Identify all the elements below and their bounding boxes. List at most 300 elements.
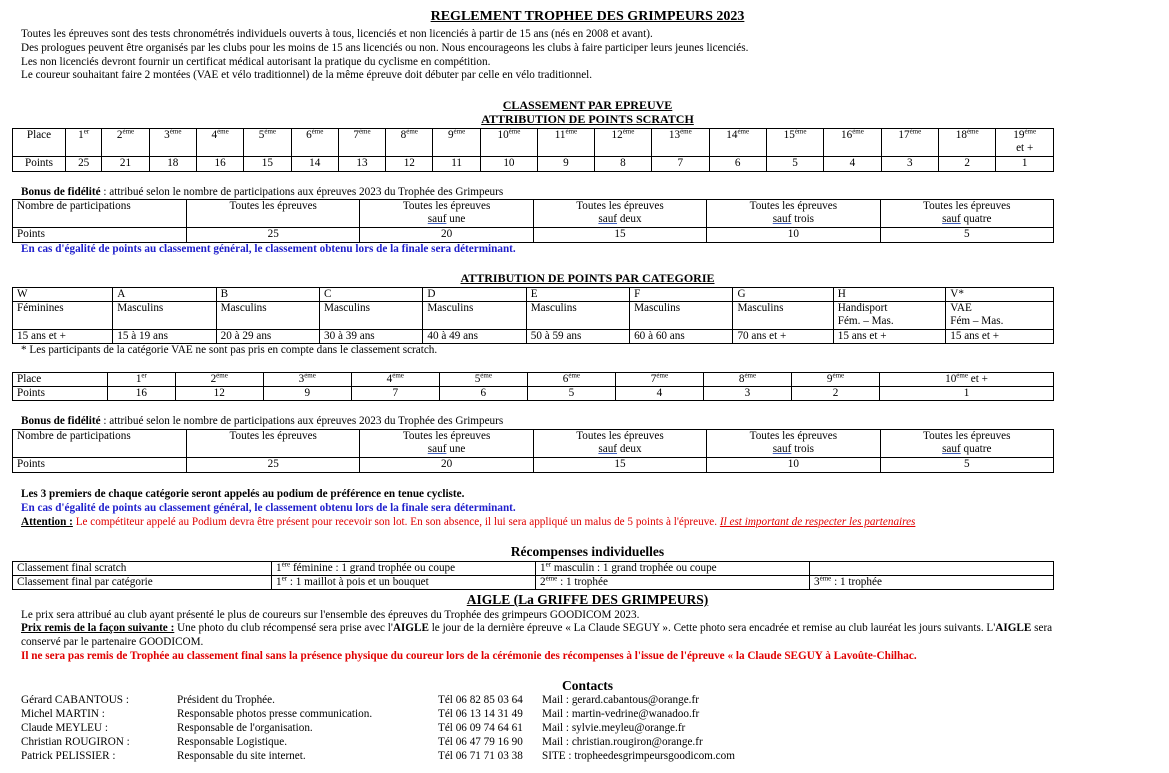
bonus-column-header xyxy=(707,430,880,458)
place-cell xyxy=(792,373,880,387)
bonus-points-cell: 25 xyxy=(187,458,360,473)
place-number: 13 xyxy=(668,129,681,141)
place-number: 19 xyxy=(1013,129,1025,141)
place-suffix: ème xyxy=(217,127,229,136)
category-age: 20 à 29 ans xyxy=(216,330,319,344)
points-cell: 6 xyxy=(439,387,527,401)
bonus-column-header xyxy=(533,200,706,228)
place-label: Place xyxy=(13,373,108,387)
category-desc xyxy=(216,302,319,330)
contacts-heading: Contacts xyxy=(562,678,613,693)
aigle-word: AIGLE xyxy=(995,622,1032,634)
category-desc-line1: Masculins xyxy=(530,302,577,314)
place-cell xyxy=(824,129,881,157)
contact-role: Responsable photos presse communication. xyxy=(177,708,373,720)
place-label: Place xyxy=(13,129,66,157)
recompense-cell xyxy=(272,562,536,576)
place-number: 8 xyxy=(400,129,407,141)
category-desc xyxy=(526,302,629,330)
aigle-line: Le prix sera attribué au club ayant présenté le plus de coureurs sur l'ensemble des épreuves du Trophée des grimpeurs GOODICOM 2023. xyxy=(21,609,640,621)
contact-name: Christian ROUGIRON : xyxy=(21,736,130,748)
rank-number: 1 xyxy=(276,562,282,574)
points-cell: 12 xyxy=(386,157,433,172)
place-number: 1 xyxy=(78,129,84,141)
aigle-red-note: Il ne sera pas remis de Trophée au classement final sans la présence physique du coureur lors de la cérémonie des récompenses à l'issue de l'épreuve « la Claude SEGUY à Lavoûte-Chilhac. xyxy=(21,650,917,662)
place-suffix: ème xyxy=(966,127,979,136)
category-code: F xyxy=(630,288,733,302)
category-desc xyxy=(113,302,216,330)
points-cell: 2 xyxy=(792,387,880,401)
bonus-header-line2: sauf deux xyxy=(598,213,642,225)
recompenses-table xyxy=(12,561,1054,590)
aigle-prix-text-c: sera xyxy=(1031,622,1053,634)
place-suffix: ème xyxy=(1024,127,1037,136)
contact-tel: Tél 06 47 79 16 90 xyxy=(438,736,523,748)
place-suffix: ème xyxy=(358,127,371,136)
bonus-points-cell: 5 xyxy=(880,458,1053,473)
points-cell: 18 xyxy=(149,157,196,172)
recompense-row xyxy=(13,562,1054,576)
bonus-column-header xyxy=(707,200,880,228)
points-cell: 25 xyxy=(66,157,102,172)
place-cell xyxy=(880,373,1054,387)
contact-mail: Mail : martin-vedrine@wanadoo.fr xyxy=(542,708,700,720)
category-age: 60 à 60 ans xyxy=(630,330,733,344)
category-age: 40 à 49 ans xyxy=(423,330,526,344)
place-suffix: ème xyxy=(304,371,316,380)
category-desc xyxy=(13,302,113,330)
attention-text: Le compétiteur appelé au Podium devra être présent pour recevoir son lot. En son absence, il lui sera appliqué un malus de 5 points à l'épreuve. xyxy=(72,516,720,528)
contact-name: Michel MARTIN : xyxy=(21,708,105,720)
points-cell: 3 xyxy=(703,387,791,401)
points-label: Points xyxy=(13,458,187,473)
category-age-row xyxy=(13,330,1054,344)
bonus-points-cell: 15 xyxy=(533,458,706,473)
place-number: 3 xyxy=(164,129,170,141)
bonus-column-header xyxy=(360,200,533,228)
place-cell xyxy=(263,373,351,387)
aigle-prix-text-b: le jour de la dernière épreuve « La Claude SEGUY ». Cette photo sera encadrée et remise au club lauréat les jours suivants. L' xyxy=(428,622,996,634)
category-desc-row xyxy=(13,302,1054,330)
page-title: REGLEMENT TROPHEE DES GRIMPEURS 2023 xyxy=(430,9,745,24)
category-desc-line1: Masculins xyxy=(427,302,474,314)
points-cell: 1 xyxy=(880,387,1054,401)
categorie-heading: ATTRIBUTION DE POINTS PAR CATEGORIE xyxy=(460,271,715,285)
contact-name: Gérard CABANTOUS : xyxy=(21,694,129,706)
place-cell xyxy=(102,129,149,157)
recompense-label: Classement final scratch xyxy=(13,562,272,576)
points-label: Points xyxy=(13,157,66,172)
points-cell: 12 xyxy=(175,387,263,401)
category-code: W xyxy=(13,288,113,302)
category-desc-line1: Masculins xyxy=(220,302,267,314)
bonus-header-line1: Toutes les épreuves xyxy=(923,200,1011,212)
points-cell: 2 xyxy=(939,157,996,172)
points-cell: 10 xyxy=(480,157,537,172)
category-desc xyxy=(630,302,733,330)
aigle-prix-text-a: Une photo du club récompensé sera prise avec l' xyxy=(174,622,393,634)
place-suffix: ème xyxy=(406,127,418,136)
category-desc xyxy=(833,302,946,330)
bonus-header-line2: sauf quatre xyxy=(942,213,992,225)
bonus-points-cell: 15 xyxy=(533,228,706,243)
bonus-label-text: : attribué selon le nombre de participations aux épreuves 2023 du Trophée des Grimpeurs xyxy=(100,186,504,198)
place-suffix: ème xyxy=(832,371,845,380)
bonus-label xyxy=(21,415,503,429)
place-number: 10 xyxy=(945,373,957,385)
rank-suffix: ère xyxy=(281,560,291,569)
place-suffix: ème xyxy=(744,371,757,380)
place-cell xyxy=(175,373,263,387)
category-age: 15 à 19 ans xyxy=(113,330,216,344)
place-suffix: ème xyxy=(568,371,581,380)
place-number: 2 xyxy=(210,373,217,385)
bonus-points-cell: 10 xyxy=(707,228,880,243)
category-age: 15 ans et + xyxy=(13,330,113,344)
contact-mail: Mail : sylvie.meyleu@orange.fr xyxy=(542,722,686,734)
rank-number: 3 xyxy=(814,576,820,588)
category-code: H xyxy=(833,288,946,302)
place-cell xyxy=(881,129,938,157)
place-number: 7 xyxy=(650,373,657,385)
contact-name: Patrick PELISSIER : xyxy=(21,750,116,762)
points-cell: 8 xyxy=(594,157,651,172)
bonus-header-line2: sauf une xyxy=(427,443,466,455)
category-code-row xyxy=(13,288,1054,302)
bonus-header-line2: sauf quatre xyxy=(942,443,992,455)
participations-label: Nombre de participations xyxy=(13,430,187,458)
place-number: 12 xyxy=(611,129,623,141)
points-cell: 13 xyxy=(338,157,385,172)
category-age: 15 ans et + xyxy=(833,330,946,344)
place-suffix: ème xyxy=(852,127,864,136)
points-cell: 4 xyxy=(824,157,881,172)
intro-line: Le coureur souhaitant faire 2 montées (VAE et vélo traditionnel) de la même épreuve doit débuter par celle en vélo traditionnel. xyxy=(21,69,593,81)
bonus-column-header xyxy=(360,430,533,458)
attention-label: Attention : xyxy=(21,516,73,528)
place-number: 6 xyxy=(562,373,569,385)
bonus-header-line2: sauf une xyxy=(427,213,466,225)
place-number: 18 xyxy=(955,129,967,141)
rank-suffix: ème xyxy=(545,574,558,583)
points-cell: 16 xyxy=(108,387,176,401)
category-points-table xyxy=(12,372,1054,401)
rank-suffix: er xyxy=(281,574,288,583)
bonus-column-header xyxy=(187,430,360,458)
recompense-cell xyxy=(536,576,810,590)
category-desc-line2: Fém. – Mas. xyxy=(837,315,894,327)
aigle-prix-line xyxy=(21,622,1052,636)
bonus-points-cell: 25 xyxy=(187,228,360,243)
recompense-cell xyxy=(272,576,536,590)
recompenses-heading: Récompenses individuelles xyxy=(510,544,665,559)
place-suffix: ème xyxy=(565,127,578,136)
points-cell: 5 xyxy=(527,387,615,401)
place-number: 8 xyxy=(738,373,745,385)
place-number: 9 xyxy=(447,129,454,141)
points-cell: 14 xyxy=(291,157,338,172)
intro-line: Des prologues peuvent être organisés par les clubs pour les moins de 15 ans licenciés ou non. Nous encourageons les clubs à faire participer leurs jeunes licenciés. xyxy=(21,42,749,54)
place-cell xyxy=(338,129,385,157)
place-number: 17 xyxy=(898,129,910,141)
place-cell xyxy=(480,129,537,157)
bonus-header-line1: Toutes les épreuves xyxy=(576,200,664,212)
bonus-header-line2: sauf trois xyxy=(772,443,815,455)
place-extra: et + xyxy=(967,373,988,385)
rank-number: 2 xyxy=(540,576,546,588)
aigle-line: conservé par le partenaire GOODICOM. xyxy=(21,636,204,648)
intro-line: Toutes les épreuves sont des tests chronométrés individuels ouverts à tous, licenciés et non licenciés à partir de 15 ans (nés en 2008 et avant). xyxy=(21,28,653,40)
bonus-header-line1: Toutes les épreuves xyxy=(229,430,317,442)
category-desc-line1: Masculins xyxy=(324,302,370,314)
points-cell: 3 xyxy=(881,157,938,172)
place-number: 3 xyxy=(298,373,305,385)
category-code: V* xyxy=(946,288,1054,302)
points-label: Points xyxy=(13,228,187,243)
place-number: 5 xyxy=(258,129,265,141)
place-number: 16 xyxy=(841,129,853,141)
category-desc-line1: VAE xyxy=(950,302,972,314)
aigle-word: AIGLE xyxy=(392,622,429,634)
points-cell: 1 xyxy=(996,157,1054,172)
bonus-header-line1: Toutes les épreuves xyxy=(923,430,1011,442)
place-suffix: ème xyxy=(737,127,750,136)
place-cell xyxy=(996,129,1054,157)
rank-text: masculin : 1 grand trophée ou coupe xyxy=(551,562,717,574)
recompense-cell xyxy=(810,576,1054,590)
bonus-header-line1: Toutes les épreuves xyxy=(749,430,838,442)
place-cell xyxy=(386,129,433,157)
place-suffix: ème xyxy=(264,127,277,136)
scratch-points-row xyxy=(13,157,1054,172)
category-code: A xyxy=(113,288,216,302)
place-suffix: ème xyxy=(909,127,922,136)
bonus-points-row xyxy=(13,458,1054,473)
categories-table xyxy=(12,287,1054,344)
points-cell: 11 xyxy=(433,157,480,172)
place-suffix: ème xyxy=(656,371,669,380)
place-cell xyxy=(939,129,996,157)
place-number: 7 xyxy=(353,129,359,141)
contact-tel: Tél 06 13 14 31 49 xyxy=(438,708,523,720)
points-cell: 15 xyxy=(244,157,291,172)
place-suffix: ème xyxy=(956,371,968,380)
place-suffix: er xyxy=(83,127,90,136)
rank-number: 1 xyxy=(276,576,282,588)
place-number: 4 xyxy=(386,373,393,385)
aigle-heading xyxy=(0,593,1169,607)
tie-note: En cas d'égalité de points au classement général, le classement obtenu lors de la finale sera déterminant. xyxy=(21,243,516,255)
contact-role: Président du Trophée. xyxy=(177,694,275,706)
points-cell: 7 xyxy=(652,157,709,172)
contact-mail: Mail : gerard.cabantous@orange.fr xyxy=(542,694,699,706)
bonus-head-row xyxy=(13,200,1054,228)
place-suffix: ème xyxy=(392,371,404,380)
contact-mail: SITE : tropheedesgrimpeursgoodicom.com xyxy=(542,750,735,762)
rank-text: : 1 trophée xyxy=(557,576,608,588)
place-number: 2 xyxy=(116,129,123,141)
place-cell xyxy=(766,129,823,157)
attention-italic: Il est important de respecter les partenaires xyxy=(719,516,916,528)
contact-role: Responsable du site internet. xyxy=(177,750,306,762)
participations-label: Nombre de participations xyxy=(13,200,187,228)
place-number: 6 xyxy=(306,129,312,141)
rank-suffix: er xyxy=(545,560,552,569)
bonus-header-line1: Toutes les épreuves xyxy=(749,200,838,212)
bonus-header-line1: Toutes les épreuves xyxy=(576,430,664,442)
place-number: 10 xyxy=(497,129,509,141)
category-age: 30 à 39 ans xyxy=(320,330,423,344)
aigle-prix-label: Prix remis de la façon suivante : xyxy=(21,622,175,634)
bonus-label-bold: Bonus de fidélité xyxy=(21,415,101,427)
intro-line: Les non licenciés devront fournir un certificat médical autorisant la pratique du cyclisme en compétition. xyxy=(21,56,491,68)
category-desc-line1: Masculins xyxy=(737,302,784,314)
points-label: Points xyxy=(13,387,108,401)
category-desc-line1: Masculins xyxy=(117,302,164,314)
bonus-column-header xyxy=(880,430,1053,458)
place-suffix: ème xyxy=(169,127,182,136)
place-number: 1 xyxy=(135,373,142,385)
bonus-label-bold: Bonus de fidélité xyxy=(21,186,101,198)
aigle-heading-text: AIGLE (La GRIFFE DES GRIMPEURS) xyxy=(466,592,709,607)
place-suffix: ème xyxy=(794,127,807,136)
place-cell xyxy=(615,373,703,387)
recompense-row xyxy=(13,576,1054,590)
contact-mail: Mail : christian.rougiron@orange.fr xyxy=(542,736,703,748)
category-desc xyxy=(320,302,423,330)
points-cell: 4 xyxy=(615,387,703,401)
recompense-label: Classement final par catégorie xyxy=(13,576,272,590)
place-cell xyxy=(291,129,338,157)
place-cell xyxy=(439,373,527,387)
place-cell xyxy=(538,129,595,157)
category-age: 15 ans et + xyxy=(946,330,1054,344)
category-age: 70 ans et + xyxy=(733,330,833,344)
category-place-row xyxy=(13,373,1054,387)
scratch-points-table xyxy=(12,128,1054,172)
place-cell xyxy=(703,373,791,387)
bonus-column-header xyxy=(187,200,360,228)
points-cell: 6 xyxy=(709,157,766,172)
bonus-points-cell: 5 xyxy=(880,228,1053,243)
points-cell: 9 xyxy=(538,157,595,172)
place-suffix: ème xyxy=(480,371,492,380)
bonus-column-header xyxy=(880,200,1053,228)
attention-note xyxy=(21,516,915,530)
place-cell xyxy=(66,129,102,157)
category-code: D xyxy=(423,288,526,302)
place-cell xyxy=(709,129,766,157)
place-cell xyxy=(652,129,709,157)
vae-note: * Les participants de la catégorie VAE ne sont pas pris en compte dans le classement scratch. xyxy=(21,344,438,356)
bonus-column-header xyxy=(533,430,706,458)
category-points-row xyxy=(13,387,1054,401)
place-number: 11 xyxy=(554,129,566,141)
bonus-points-row xyxy=(13,228,1054,243)
place-number: 4 xyxy=(211,129,218,141)
rank-text: : 1 maillot à pois et un bouquet xyxy=(287,576,429,588)
points-cell: 5 xyxy=(766,157,823,172)
place-suffix: er xyxy=(141,371,147,380)
podium-note: Les 3 premiers de chaque catégorie seront appelés au podium de préférence en tenue cycliste. xyxy=(21,488,465,500)
bonus-label-text: : attribué selon le nombre de participations aux épreuves 2023 du Trophée des Grimpeurs xyxy=(100,415,504,427)
category-desc-line1: Masculins xyxy=(634,302,681,314)
bonus-header-line2: sauf deux xyxy=(598,443,642,455)
place-suffix: ème xyxy=(622,127,635,136)
place-suffix: ème xyxy=(311,127,324,136)
classement-heading: CLASSEMENT PAR EPREUVE xyxy=(502,98,673,112)
rank-number: 1 xyxy=(540,562,546,574)
place-cell xyxy=(196,129,243,157)
place-cell xyxy=(433,129,480,157)
category-desc-line1: Féminines xyxy=(17,302,64,314)
rank-text: : 1 trophée xyxy=(831,576,882,588)
bonus-table xyxy=(12,429,1054,473)
place-suffix: ème xyxy=(680,127,692,136)
bonus-header-line1: Toutes les épreuves xyxy=(402,430,491,442)
place-suffix: ème xyxy=(216,371,228,380)
tie-note: En cas d'égalité de points au classement général, le classement obtenu lors de la finale sera déterminant. xyxy=(21,502,516,514)
category-code: C xyxy=(320,288,423,302)
category-desc-line1: Handisport xyxy=(837,302,888,314)
category-code: B xyxy=(216,288,319,302)
bonus-head-row xyxy=(13,430,1054,458)
rank-suffix: ème xyxy=(819,574,832,583)
points-cell: 7 xyxy=(351,387,439,401)
place-number: 14 xyxy=(726,129,738,141)
bonus-header-line1: Toutes les épreuves xyxy=(229,200,317,212)
place-cell xyxy=(351,373,439,387)
contact-tel: Tél 06 09 74 64 61 xyxy=(438,722,523,734)
bonus-header-line1: Toutes les épreuves xyxy=(402,200,491,212)
place-cell xyxy=(244,129,291,157)
place-suffix: ème xyxy=(453,127,466,136)
contact-role: Responsable de l'organisation. xyxy=(177,722,313,734)
bonus-table xyxy=(12,199,1054,243)
category-code: G xyxy=(733,288,833,302)
recompense-cell xyxy=(810,562,1054,576)
place-cell xyxy=(594,129,651,157)
place-cell xyxy=(527,373,615,387)
contact-tel: Tél 06 82 85 03 64 xyxy=(438,694,523,706)
place-suffix: ème xyxy=(508,127,521,136)
scratch-place-row xyxy=(13,129,1054,157)
category-code: E xyxy=(526,288,629,302)
contact-role: Responsable Logistique. xyxy=(177,736,287,748)
scratch-heading: ATTRIBUTION DE POINTS SCRATCH xyxy=(481,112,694,126)
contact-name: Claude MEYLEU : xyxy=(21,722,108,734)
rank-text: féminine : 1 grand trophée ou coupe xyxy=(290,562,456,574)
place-number: 9 xyxy=(826,373,833,385)
place-cell xyxy=(108,373,176,387)
contact-tel: Tél 06 71 71 03 38 xyxy=(438,750,523,762)
place-suffix: ème xyxy=(122,127,135,136)
points-cell: 16 xyxy=(196,157,243,172)
points-cell: 21 xyxy=(102,157,149,172)
recompense-cell xyxy=(536,562,810,576)
podium-note-text: Les 3 premiers de chaque catégorie seront appelés au podium de préférence en tenue cycliste xyxy=(21,488,462,500)
place-cell xyxy=(149,129,196,157)
bonus-points-cell: 20 xyxy=(360,228,533,243)
bonus-points-cell: 20 xyxy=(360,458,533,473)
category-desc xyxy=(946,302,1054,330)
place-extra: et + xyxy=(1016,142,1034,154)
bonus-points-cell: 10 xyxy=(707,458,880,473)
bonus-label xyxy=(21,186,503,200)
bonus-header-line2: sauf trois xyxy=(772,213,815,225)
place-number: 15 xyxy=(783,129,795,141)
category-age: 50 à 59 ans xyxy=(526,330,629,344)
